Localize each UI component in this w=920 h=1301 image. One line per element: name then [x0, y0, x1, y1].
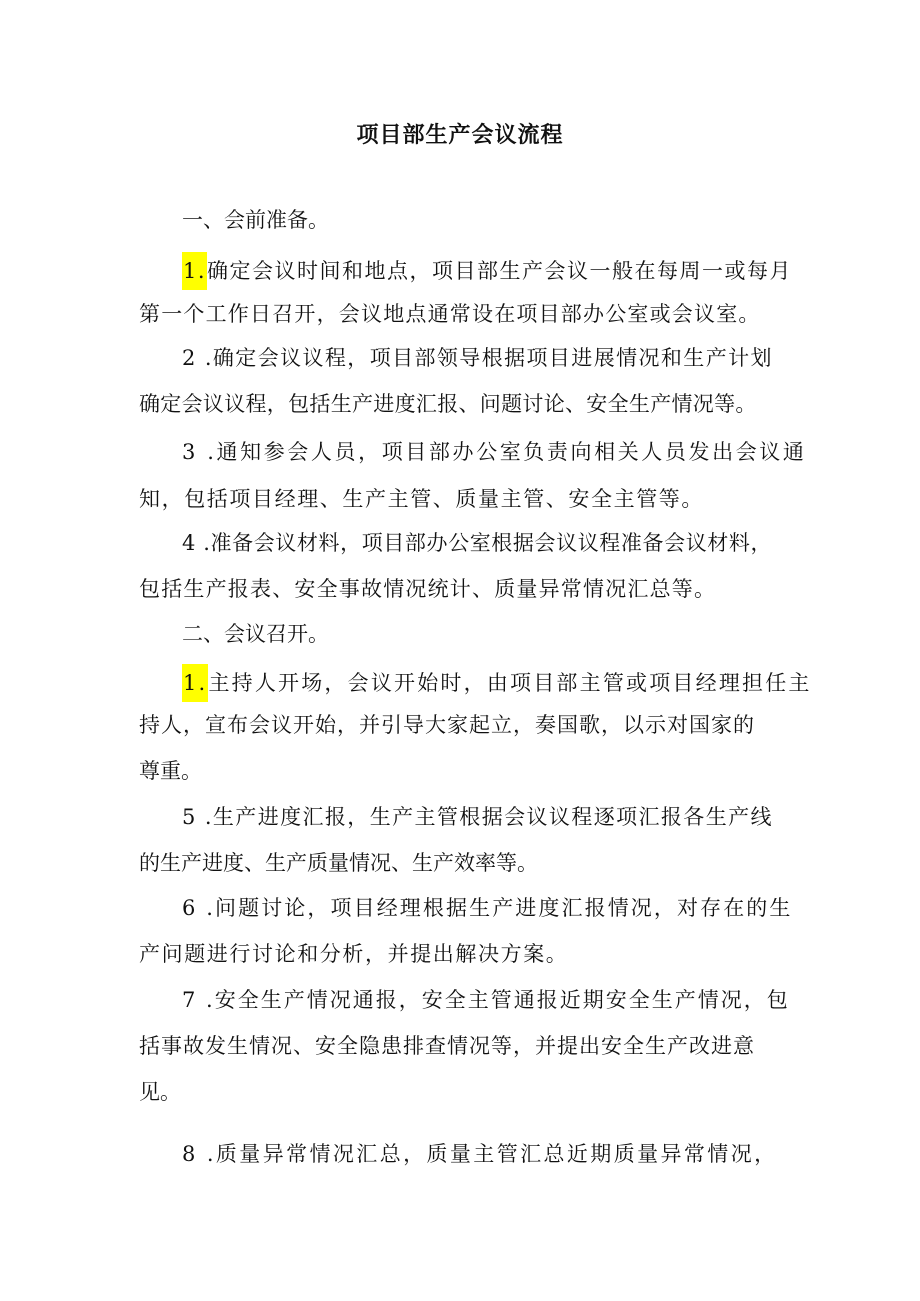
text-line [139, 389, 757, 419]
text-line [139, 1077, 181, 1107]
text-line [182, 893, 793, 923]
line-text: 7 .安全生产情况通报，安全主管通报近期安全生产情况，包 [182, 988, 790, 1012]
line-text: 知，包括项目经理、生产主管、质量主管、安全主管等。 [139, 487, 704, 511]
line-text: 6 .问题讨论，项目经理根据生产进度汇报情况，对存在的生 [182, 896, 793, 920]
line-text: 一、会前准备。 [182, 208, 329, 232]
text-line [182, 619, 329, 649]
text-line [182, 664, 812, 694]
line-text: 持人，宣布会议开始，并引导大家起立，奏国歌，以示对国家的 [139, 713, 755, 737]
line-text: 括事故发生情况、安全隐患排查情况等，并提出安全生产改进意 [139, 1034, 755, 1058]
line-text: 2 .确定会议议程，项目部领导根据项目进展情况和生产计划 [182, 346, 773, 370]
text-line [182, 1139, 778, 1169]
line-text: 见。 [139, 1080, 181, 1104]
text-line [182, 437, 807, 467]
text-line [139, 1031, 755, 1061]
text-line [139, 939, 568, 969]
line-text: 产问题进行讨论和分析，并提出解决方案。 [139, 942, 569, 966]
text-line [139, 484, 704, 514]
text-line [182, 985, 790, 1015]
line-text: 确定会议时间和地点，项目部生产会议一般在每周一或每月 [207, 259, 793, 283]
page-title: 项目部生产会议流程 [356, 123, 564, 148]
text-line [182, 802, 773, 832]
highlighted-number: 1. [182, 252, 207, 290]
text-line [139, 299, 761, 329]
line-text: 8 .质量异常情况汇总，质量主管汇总近期质量异常情况， [182, 1142, 778, 1166]
line-text: 主持人开场，会议开始时，由项目部主管或项目经理担任主 [208, 671, 812, 695]
line-text: 3 .通知参会人员，项目部办公室负责向相关人员发出会议通 [182, 440, 807, 464]
text-line [139, 710, 755, 740]
text-line [182, 528, 772, 558]
text-line [139, 848, 538, 878]
line-text: 确定会议议程，包括生产进度汇报、问题讨论、安全生产情况等。 [139, 392, 757, 416]
text-line [182, 252, 792, 282]
line-text: 4 .准备会议材料，项目部办公室根据会议议程准备会议材料， [182, 531, 773, 555]
line-text: 二、会议召开。 [182, 622, 329, 646]
text-line [182, 205, 329, 235]
line-text: 包括生产报表、安全事故情况统计、质量异常情况汇总等。 [139, 577, 717, 601]
line-text: 第一个工作日召开，会议地点通常设在项目部办公室或会议室。 [139, 302, 761, 326]
line-text: 尊重。 [139, 759, 202, 783]
line-text: 的生产进度、生产质量情况、生产效率等。 [139, 851, 538, 875]
highlighted-number: 1. [182, 664, 208, 702]
line-text: 5 .生产进度汇报，生产主管根据会议议程逐项汇报各生产线 [182, 805, 773, 829]
text-line [139, 574, 716, 604]
text-line [182, 343, 773, 373]
text-line [139, 756, 202, 786]
